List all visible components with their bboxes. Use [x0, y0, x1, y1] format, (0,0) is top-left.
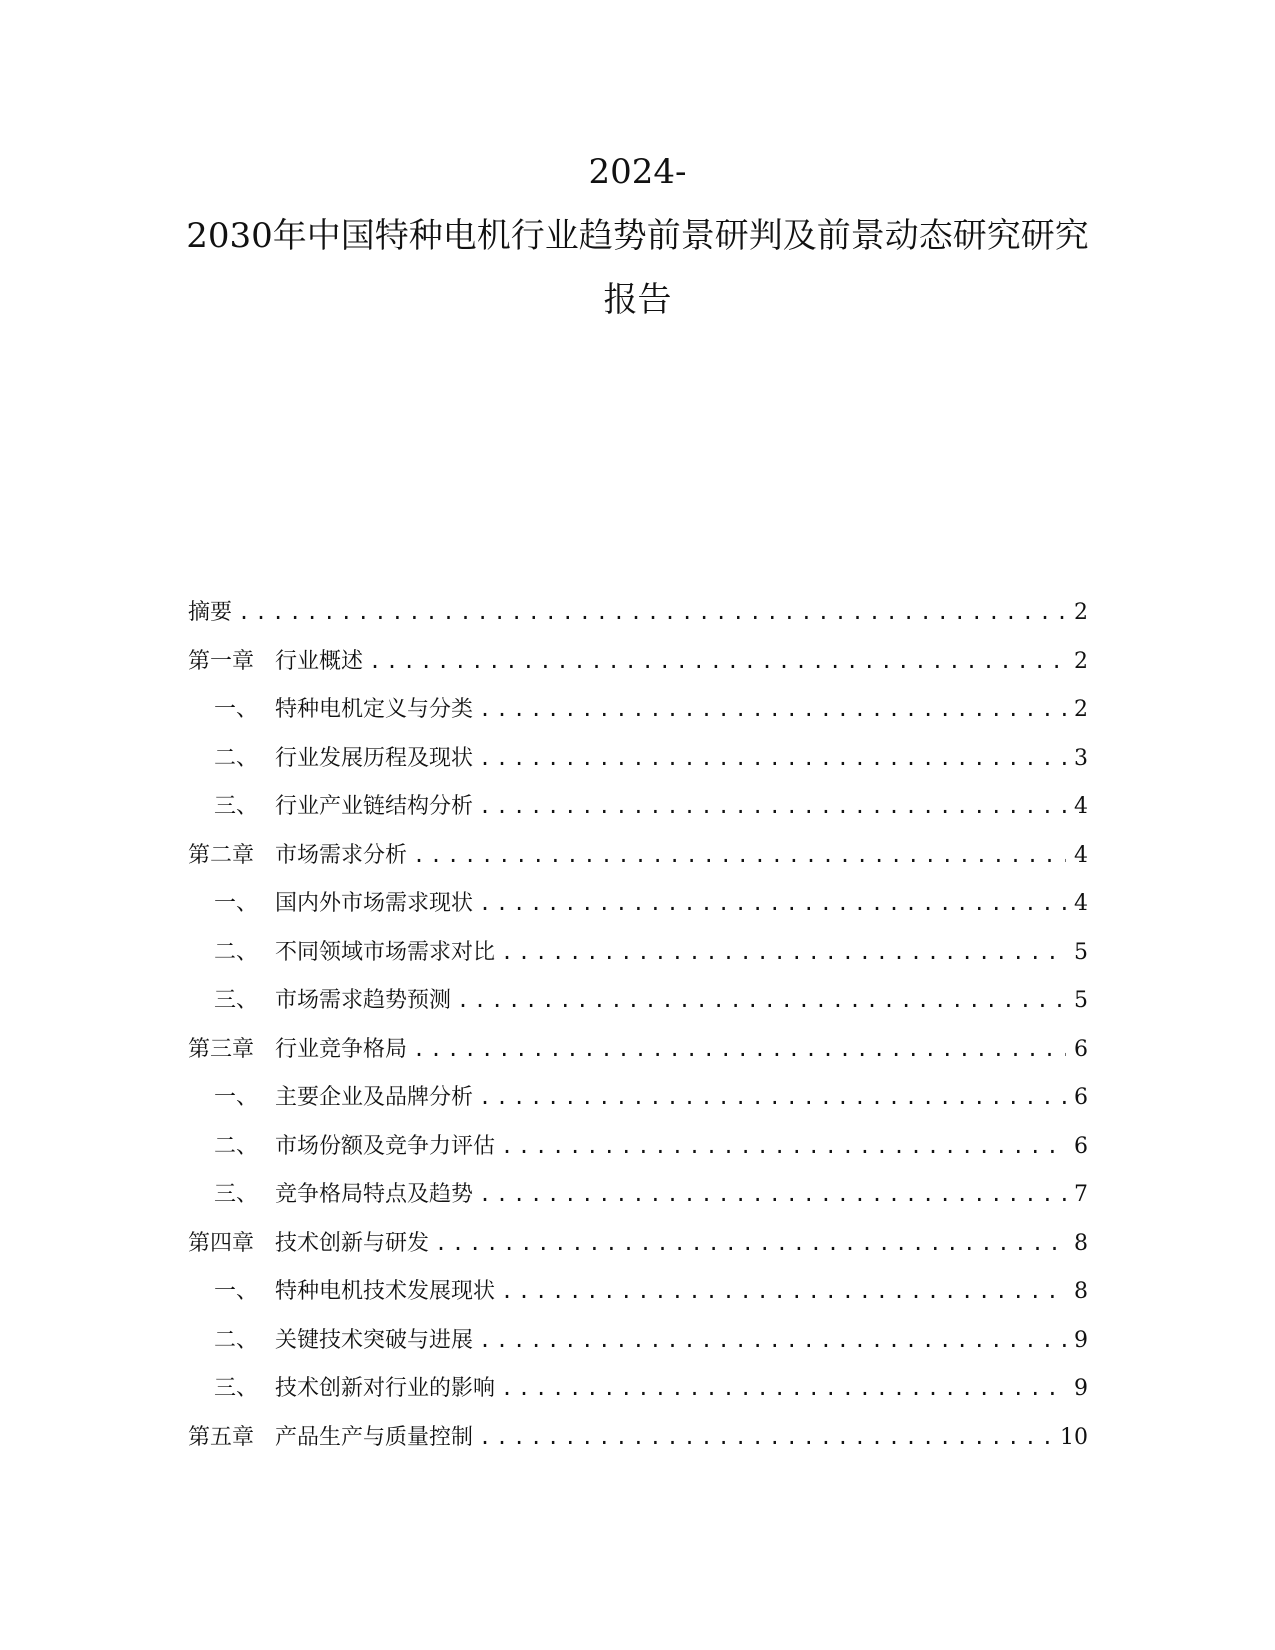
toc-entry-number: 三、: [214, 794, 259, 819]
toc-dot-leader: [479, 792, 1066, 820]
toc-dot-leader: [479, 1083, 1066, 1111]
report-title: [0, 140, 1275, 332]
toc-entry-title: 竞争格局特点及趋势: [275, 1182, 474, 1207]
toc-dot-leader: [457, 986, 1066, 1014]
toc-dot-leader: [501, 1374, 1066, 1402]
toc-entry-title: 行业概述: [275, 648, 364, 674]
toc-section-entry[interactable]: [188, 1374, 1088, 1423]
toc-page-number: 4: [1074, 842, 1088, 868]
toc-chapter-entry[interactable]: [188, 598, 1088, 647]
toc-entry-number: 一、: [214, 1279, 259, 1304]
toc-entry-number: 二、: [214, 745, 259, 771]
toc-page-number: 4: [1074, 891, 1088, 916]
toc-dot-leader: [479, 1180, 1066, 1208]
toc-page-number: 2: [1074, 600, 1088, 625]
title-line-1: 2024-: [588, 152, 687, 192]
title-line-2: 2030年中国特种电机行业趋势前景研判及前景动态研究研究: [186, 216, 1089, 256]
toc-chapter-entry[interactable]: [188, 1229, 1088, 1278]
toc-page-number: 2: [1074, 648, 1088, 674]
toc-section-entry[interactable]: [188, 1132, 1088, 1181]
toc-page-number: 4: [1074, 794, 1088, 819]
toc-dot-leader: [413, 841, 1066, 869]
toc-page-number: 9: [1074, 1327, 1088, 1353]
toc-page-number: 8: [1074, 1230, 1088, 1256]
toc-entry-title: 国内外市场需求现状: [275, 891, 474, 916]
toc-chapter-entry[interactable]: [188, 1035, 1088, 1084]
toc-section-entry[interactable]: [188, 1083, 1088, 1132]
toc-entry-number: 第四章: [188, 1230, 255, 1256]
toc-entry-number: 一、: [214, 891, 259, 916]
toc-entry-title: 市场需求分析: [275, 842, 408, 868]
toc-entry-number: 第一章: [188, 648, 255, 674]
toc-dot-leader: [479, 1326, 1066, 1354]
toc-dot-leader: [238, 598, 1066, 626]
toc-dot-leader: [435, 1229, 1066, 1257]
toc-dot-leader: [501, 1277, 1066, 1305]
toc-page-number: 2: [1074, 697, 1088, 722]
toc-entry-number: 三、: [214, 1182, 259, 1207]
toc-dot-leader: [501, 1132, 1066, 1160]
toc-section-entry[interactable]: [188, 986, 1088, 1035]
toc-entry-title: 不同领域市场需求对比: [275, 939, 496, 965]
toc-entry-title: 市场需求趋势预测: [275, 988, 452, 1013]
toc-entry-number: 一、: [214, 1085, 259, 1110]
toc-dot-leader: [479, 695, 1066, 723]
toc-section-entry[interactable]: [188, 1326, 1088, 1375]
toc-entry-number: 三、: [214, 988, 259, 1013]
title-line-3: 报告: [603, 280, 672, 320]
toc-entry-title: 技术创新与研发: [275, 1230, 430, 1256]
toc-chapter-entry[interactable]: [188, 647, 1088, 696]
toc-section-entry[interactable]: [188, 938, 1088, 987]
toc-dot-leader: [501, 938, 1066, 966]
toc-section-entry[interactable]: [188, 792, 1088, 841]
toc-page-number: 6: [1074, 1085, 1088, 1110]
table-of-contents: [188, 598, 1088, 1471]
toc-page-number: 8: [1074, 1279, 1088, 1304]
toc-chapter-entry[interactable]: [188, 841, 1088, 890]
toc-page-number: 9: [1074, 1376, 1088, 1401]
toc-page-number: 6: [1074, 1036, 1088, 1062]
toc-section-entry[interactable]: [188, 889, 1088, 938]
toc-dot-leader: [479, 1423, 1054, 1451]
toc-dot-leader: [369, 647, 1066, 675]
toc-page-number: 7: [1074, 1182, 1088, 1207]
toc-entry-title: 特种电机定义与分类: [275, 697, 474, 722]
toc-entry-title: 行业竞争格局: [275, 1036, 408, 1062]
toc-entry-number: 第五章: [188, 1424, 255, 1450]
toc-entry-title: 摘要: [188, 600, 233, 625]
toc-section-entry[interactable]: [188, 695, 1088, 744]
toc-dot-leader: [413, 1035, 1066, 1063]
toc-page-number: 5: [1074, 988, 1088, 1013]
toc-entry-title: 主要企业及品牌分析: [275, 1085, 474, 1110]
toc-page-number: 5: [1074, 939, 1088, 965]
toc-entry-title: 产品生产与质量控制: [275, 1424, 474, 1450]
toc-entry-number: 二、: [214, 939, 259, 965]
toc-section-entry[interactable]: [188, 1180, 1088, 1229]
toc-entry-title: 市场份额及竞争力评估: [275, 1133, 496, 1159]
toc-entry-number: 第三章: [188, 1036, 255, 1062]
toc-section-entry[interactable]: [188, 1277, 1088, 1326]
toc-entry-title: 行业发展历程及现状: [275, 745, 474, 771]
toc-chapter-entry[interactable]: [188, 1423, 1088, 1472]
toc-entry-number: 二、: [214, 1327, 259, 1353]
toc-entry-title: 技术创新对行业的影响: [275, 1376, 496, 1401]
toc-entry-title: 关键技术突破与进展: [275, 1327, 474, 1353]
toc-section-entry[interactable]: [188, 744, 1088, 793]
toc-entry-title: 特种电机技术发展现状: [275, 1279, 496, 1304]
toc-entry-number: 第二章: [188, 842, 255, 868]
toc-dot-leader: [479, 889, 1066, 917]
toc-entry-number: 一、: [214, 697, 259, 722]
toc-entry-title: 行业产业链结构分析: [275, 794, 474, 819]
toc-entry-number: 二、: [214, 1133, 259, 1159]
toc-page-number: 3: [1074, 745, 1088, 771]
toc-page-number: 6: [1074, 1133, 1088, 1159]
toc-dot-leader: [479, 744, 1066, 772]
toc-entry-number: 三、: [214, 1376, 259, 1401]
toc-page-number: 10: [1060, 1424, 1088, 1450]
